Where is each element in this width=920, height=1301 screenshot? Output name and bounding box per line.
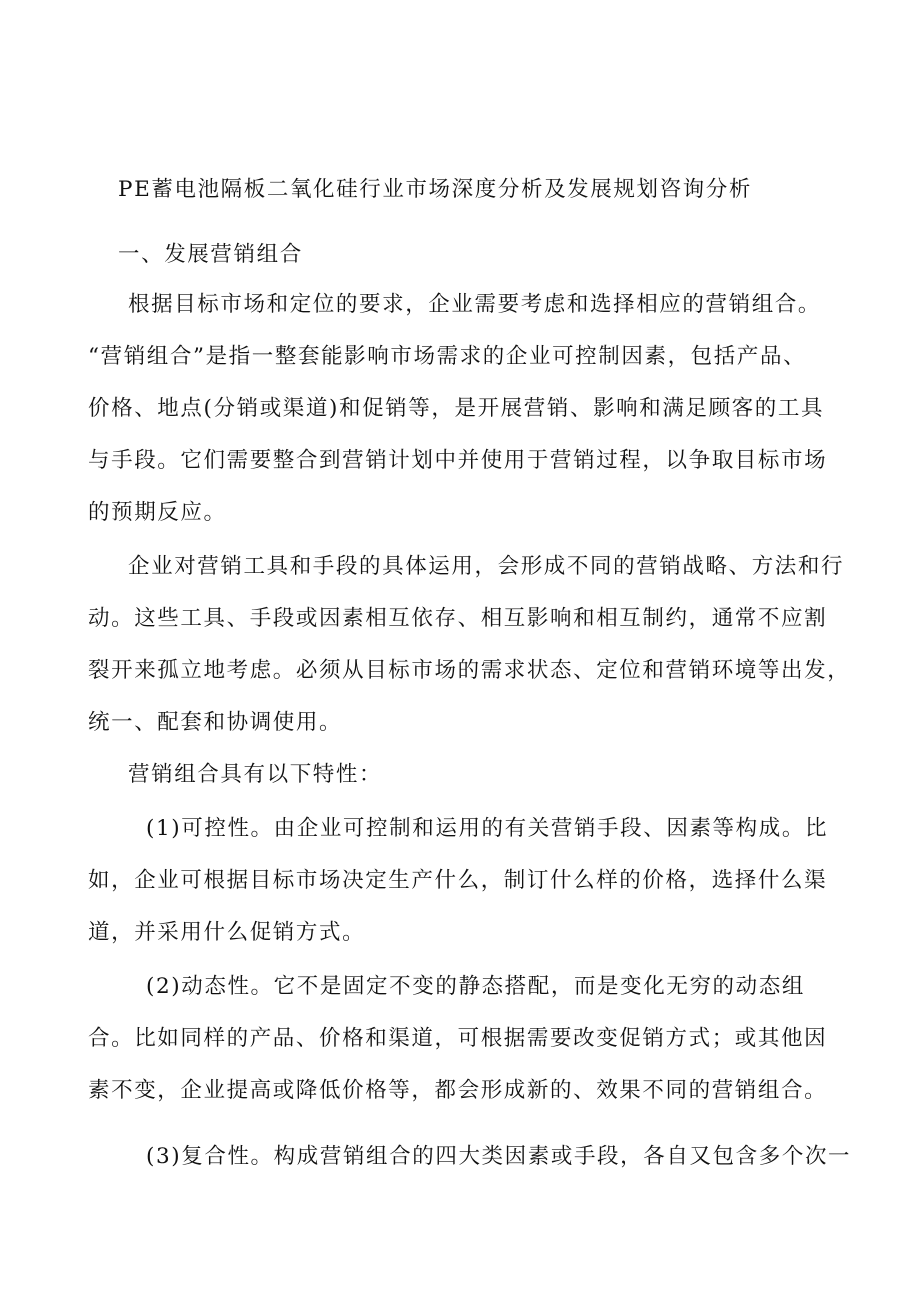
paragraph-1-line-4: 与手段。它们需要整合到营销计划中并使用于营销过程，以争取目标市场 — [88, 448, 828, 473]
paragraph-2-line-2: 动。这些工具、手段或因素相互依存、相互影响和相互制约，通常不应割 — [88, 606, 828, 631]
paragraph-3-line-1: 营销组合具有以下特性： — [128, 762, 383, 787]
section-heading: 一、发展营销组合 — [118, 242, 303, 267]
paragraph-2-line-1: 企业对营销工具和手段的具体运用，会形成不同的营销战略、方法和行 — [128, 554, 845, 579]
item-1-line-3: 道，并采用什么促销方式。 — [88, 920, 366, 945]
item-2-line-3: 素不变，企业提高或降低价格等，都会形成新的、效果不同的营销组合。 — [88, 1078, 828, 1103]
paragraph-1-line-2: “营销组合”是指一整套能影响市场需求的企业可控制因素，包括产品、 — [88, 344, 807, 369]
paragraph-1-line-5: 的预期反应。 — [88, 500, 227, 525]
item-2-line-1: (2)动态性。它不是固定不变的静态搭配，而是变化无穷的动态组 — [146, 974, 805, 999]
item-1-line-2: 如，企业可根据目标市场决定生产什么，制订什么样的价格，选择什么渠 — [88, 868, 828, 893]
item-2-line-2: 合。比如同样的产品、价格和渠道，可根据需要改变促销方式；或其他因 — [88, 1026, 828, 1051]
document-title: PE蓄电池隔板二氧化硅行业市场深度分析及发展规划咨询分析 — [118, 177, 752, 202]
paragraph-2-line-3: 裂开来孤立地考虑。必须从目标市场的需求状态、定位和营销环境等出发， — [88, 658, 851, 683]
item-3-line-1: (3)复合性。构成营销组合的四大类因素或手段，各自又包含多个次一 — [146, 1144, 852, 1169]
item-1-line-1: (1)可控性。由企业可控制和运用的有关营销手段、因素等构成。比 — [146, 816, 829, 841]
paragraph-1-line-3: 价格、地点(分销或渠道)和促销等，是开展营销、影响和满足顾客的工具 — [88, 396, 825, 421]
paragraph-1-line-1: 根据目标市场和定位的要求，企业需要考虑和选择相应的营销组合。 — [128, 292, 822, 317]
paragraph-2-line-4: 统一、配套和协调使用。 — [88, 710, 343, 735]
